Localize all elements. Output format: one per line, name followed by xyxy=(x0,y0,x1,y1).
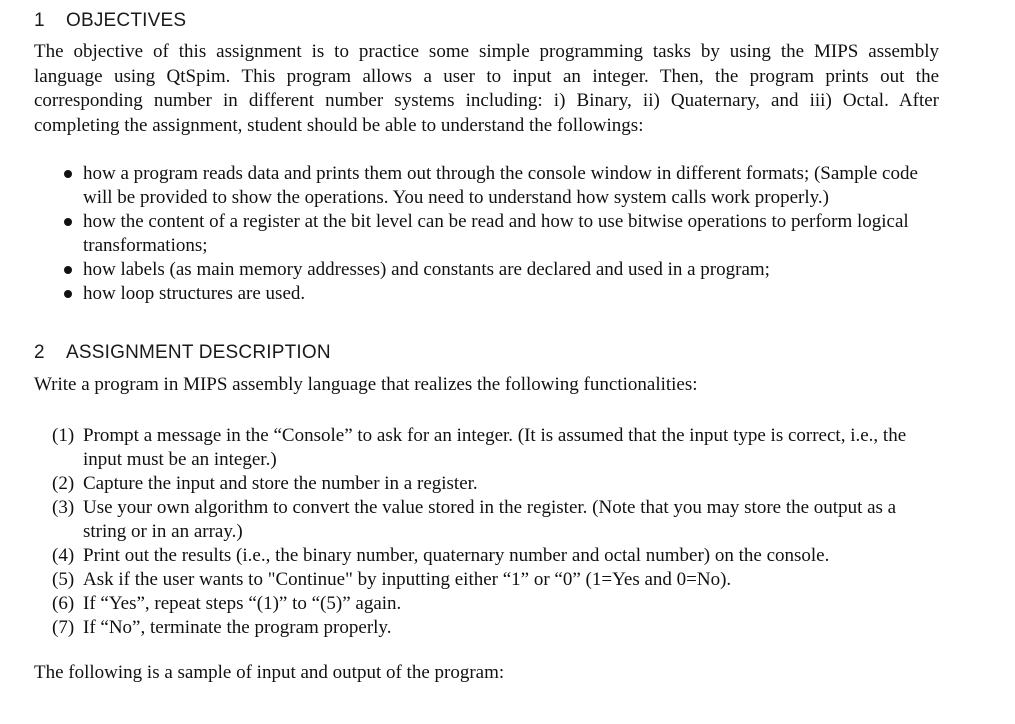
list-item xyxy=(52,544,942,568)
section-2-heading xyxy=(34,342,331,364)
list-item xyxy=(60,282,940,306)
step-text: Print out the results (i.e., the binary number, quaternary number and octal number) on the console. xyxy=(83,545,830,566)
list-item xyxy=(60,258,940,282)
step-marker: (6) xyxy=(52,593,75,614)
list-item xyxy=(52,592,942,616)
step-text: Use your own algorithm to convert the value stored in the register. (Note that you may store the output as a string or in an array.) xyxy=(83,497,897,542)
bullet-icon xyxy=(64,290,72,298)
step-text: If “No”, terminate the program properly. xyxy=(83,617,392,638)
closing-paragraph xyxy=(34,661,939,686)
step-text: Prompt a message in the “Console” to ask for an integer. (It is assumed that the input type is correct, i.e., the input must be an integer.) xyxy=(83,425,907,470)
objectives-list xyxy=(60,162,940,306)
section-2-intro-text: Write a program in MIPS assembly language that realizes the following functionalities: xyxy=(34,374,698,395)
list-item xyxy=(52,496,942,544)
section-2-title: ASSIGNMENT DESCRIPTION xyxy=(66,342,331,363)
step-marker: (7) xyxy=(52,617,75,638)
section-1-title: OBJECTIVES xyxy=(66,10,187,31)
step-marker: (5) xyxy=(52,569,75,590)
section-1-number: 1 xyxy=(34,10,45,31)
section-2-number: 2 xyxy=(34,342,45,363)
list-item xyxy=(52,616,942,640)
steps-list xyxy=(52,424,942,640)
step-text: If “Yes”, repeat steps “(1)” to “(5)” again. xyxy=(83,593,402,614)
section-2-intro xyxy=(34,373,939,398)
intro-line: corresponding number in different number systems including: i) Binary, ii) Quaternary, and iii) Octal. After xyxy=(34,90,939,111)
step-marker: (3) xyxy=(52,497,75,518)
bullet-icon xyxy=(64,170,72,178)
intro-line: language using QtSpim. This program allows a user to input an integer. Then, the program prints out the xyxy=(34,65,939,87)
step-marker: (1) xyxy=(52,425,75,446)
list-item xyxy=(52,424,942,472)
section-1-intro xyxy=(34,40,939,138)
intro-line: The objective of this assignment is to practice some simple programming tasks by using the MIPS assembly xyxy=(34,41,939,62)
list-item-text: how a program reads data and prints them out through the console window in different formats; (Sample code will be provided to show the operations. You need to understand how system calls work properly.) xyxy=(83,163,918,208)
step-text: Capture the input and store the number in a register. xyxy=(83,473,478,494)
list-item xyxy=(60,162,940,210)
bullet-icon xyxy=(64,266,72,274)
list-item xyxy=(52,568,942,592)
step-text: Ask if the user wants to "Continue" by inputting either “1” or “0” (1=Yes and 0=No). xyxy=(83,569,732,590)
intro-line: completing the assignment, student should be able to understand the followings: xyxy=(34,114,644,136)
step-marker: (2) xyxy=(52,473,75,494)
list-item-text: how loop structures are used. xyxy=(83,283,306,304)
bullet-icon xyxy=(64,218,72,226)
list-item xyxy=(60,210,940,258)
list-item-text: how labels (as main memory addresses) and constants are declared and used in a program; xyxy=(83,259,770,280)
list-item-text: how the content of a register at the bit level can be read and how to use bitwise operations to perform logical transformations; xyxy=(83,211,909,256)
closing-text: The following is a sample of input and output of the program: xyxy=(34,662,505,683)
section-1-heading xyxy=(34,10,186,32)
step-marker: (4) xyxy=(52,545,75,566)
list-item xyxy=(52,472,942,496)
